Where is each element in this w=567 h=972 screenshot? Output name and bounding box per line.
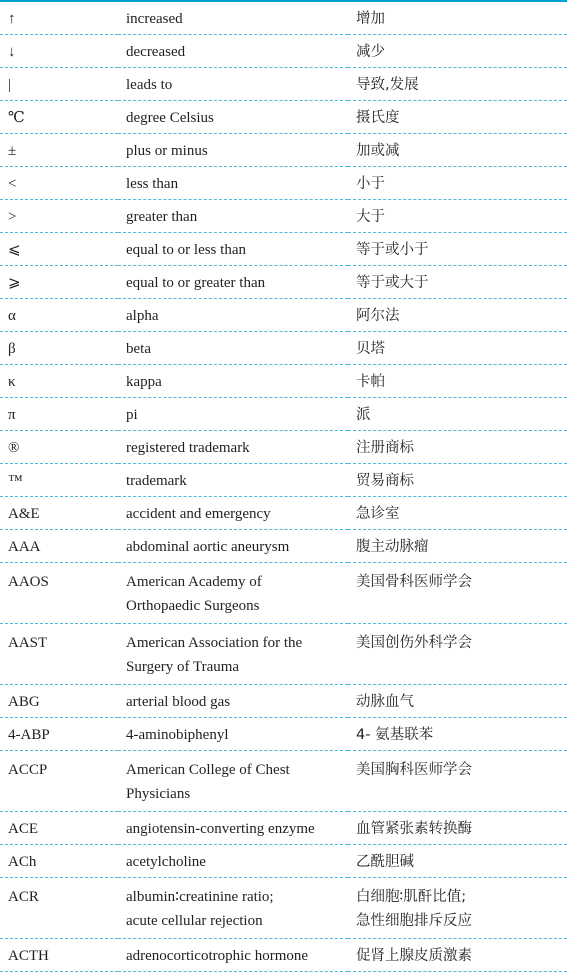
abbreviation-cell: β [0, 332, 118, 365]
english-term-line: kappa [126, 374, 162, 390]
table-row [0, 233, 567, 266]
english-term-line: less than [126, 176, 179, 192]
abbreviation-cell: π [0, 398, 118, 431]
english-term-line: pi [126, 407, 138, 423]
chinese-term-cell [348, 332, 567, 365]
table-row [0, 266, 567, 299]
english-term-cell [118, 431, 348, 464]
chinese-term-line: 动脉血气 [356, 694, 414, 710]
table-row [0, 299, 567, 332]
english-term-line: leads to [126, 77, 173, 93]
english-term-cell [118, 563, 348, 624]
chinese-term-line: 贸易商标 [356, 473, 414, 489]
abbreviation-cell: | [0, 68, 118, 101]
english-term-line: degree Celsius [126, 110, 214, 126]
chinese-term-line: 急性细胞排斥反应 [356, 913, 472, 929]
chinese-term-line: 腹主动脉瘤 [356, 539, 429, 555]
abbreviation-cell: ℃ [0, 101, 118, 134]
abbreviation-cell: > [0, 200, 118, 233]
english-term-line: Physicians [126, 786, 191, 802]
chinese-term-line: 卡帕 [356, 374, 385, 390]
chinese-term-cell [348, 751, 567, 812]
chinese-term-line: 导致,发展 [356, 77, 419, 93]
english-term-line: increased [126, 11, 183, 27]
abbreviation-cell: ↑ [0, 2, 118, 35]
abbreviation-cell: < [0, 167, 118, 200]
table-row [0, 35, 567, 68]
abbreviation-cell: α [0, 299, 118, 332]
english-term-cell [118, 266, 348, 299]
table-row [0, 464, 567, 497]
chinese-term-line: 注册商标 [356, 440, 414, 456]
abbreviation-cell: ACR [0, 878, 118, 939]
english-term-line: decreased [126, 44, 186, 60]
chinese-term-cell [348, 845, 567, 878]
english-term-line: accident and emergency [126, 506, 271, 522]
chinese-term-cell [348, 939, 567, 972]
english-term-cell [118, 530, 348, 563]
chinese-term-line: 乙酰胆碱 [356, 854, 414, 870]
english-term-cell [118, 624, 348, 685]
abbreviation-cell: ± [0, 134, 118, 167]
chinese-term-cell [348, 101, 567, 134]
table-row [0, 365, 567, 398]
abbreviation-cell: ™ [0, 464, 118, 497]
chinese-term-cell [348, 200, 567, 233]
english-term-line: equal to or greater than [126, 275, 266, 291]
chinese-term-cell [348, 563, 567, 624]
english-term-cell [118, 233, 348, 266]
english-term-cell [118, 685, 348, 718]
english-term-cell [118, 299, 348, 332]
english-term-cell [118, 365, 348, 398]
english-term-cell [118, 101, 348, 134]
english-term-cell [118, 68, 348, 101]
abbreviation-table [0, 2, 567, 972]
table-row [0, 751, 567, 812]
english-term-cell [118, 167, 348, 200]
chinese-term-cell [348, 497, 567, 530]
chinese-term-cell [348, 167, 567, 200]
table-row [0, 845, 567, 878]
table-row [0, 563, 567, 624]
english-term-cell [118, 497, 348, 530]
table-row [0, 718, 567, 751]
english-term-line: arterial blood gas [126, 694, 231, 710]
english-term-cell [118, 332, 348, 365]
abbreviation-cell: ACCP [0, 751, 118, 812]
table-row [0, 167, 567, 200]
abbreviation-cell: AAA [0, 530, 118, 563]
english-term-line: alpha [126, 308, 159, 324]
english-term-line: Surgery of Trauma [126, 659, 240, 675]
table-row [0, 431, 567, 464]
english-term-line: acetylcholine [126, 854, 206, 870]
chinese-term-line: 美国胸科医师学会 [356, 762, 472, 778]
chinese-term-line: 大于 [356, 209, 385, 225]
table-row [0, 2, 567, 35]
abbreviation-cell: ABG [0, 685, 118, 718]
english-term-line: beta [126, 341, 151, 357]
english-term-line: 4-aminobiphenyl [126, 727, 229, 743]
chinese-term-line: 促肾上腺皮质激素 [356, 948, 472, 964]
table-row [0, 332, 567, 365]
chinese-term-line: 阿尔法 [356, 308, 400, 324]
english-term-line: Orthopaedic Surgeons [126, 598, 260, 614]
table-row [0, 685, 567, 718]
chinese-term-line: 摄氏度 [356, 110, 400, 126]
abbreviation-cell: ACTH [0, 939, 118, 972]
english-term-cell [118, 398, 348, 431]
english-term-cell [118, 35, 348, 68]
abbreviation-table-body [0, 2, 567, 972]
english-term-cell [118, 134, 348, 167]
abbreviation-cell: AAOS [0, 563, 118, 624]
table-row [0, 624, 567, 685]
chinese-term-line: 急诊室 [356, 506, 400, 522]
chinese-term-cell [348, 878, 567, 939]
abbreviation-cell: AAST [0, 624, 118, 685]
table-row [0, 134, 567, 167]
abbreviation-cell: ACE [0, 812, 118, 845]
chinese-term-line: 血管紧张素转换酶 [356, 821, 472, 837]
chinese-term-line: 减少 [356, 44, 385, 60]
chinese-term-cell [348, 365, 567, 398]
chinese-term-line: 派 [356, 407, 371, 423]
chinese-term-cell [348, 134, 567, 167]
table-row [0, 398, 567, 431]
table-row [0, 497, 567, 530]
table-row [0, 68, 567, 101]
english-term-cell [118, 845, 348, 878]
chinese-term-cell [348, 530, 567, 563]
abbreviation-cell: κ [0, 365, 118, 398]
table-row [0, 530, 567, 563]
english-term-line: angiotensin-converting enzyme [126, 821, 315, 837]
abbreviation-cell: ® [0, 431, 118, 464]
chinese-term-line: 美国骨科医师学会 [356, 574, 472, 590]
english-term-cell [118, 718, 348, 751]
english-term-line: trademark [126, 473, 187, 489]
english-term-line: adrenocorticotrophic hormone [126, 948, 309, 964]
table-row [0, 101, 567, 134]
english-term-line: American College of Chest [126, 762, 290, 778]
english-term-cell [118, 464, 348, 497]
chinese-term-cell [348, 431, 567, 464]
english-term-cell [118, 939, 348, 972]
english-term-cell [118, 751, 348, 812]
english-term-line: acute cellular rejection [126, 913, 263, 929]
chinese-term-cell [348, 2, 567, 35]
chinese-term-line: 等于或小于 [356, 242, 429, 258]
table-row [0, 939, 567, 972]
abbreviation-cell: A&E [0, 497, 118, 530]
chinese-term-cell [348, 266, 567, 299]
chinese-term-cell [348, 624, 567, 685]
chinese-term-line: 4- 氨基联苯 [356, 727, 434, 743]
english-term-line: American Academy of [126, 574, 262, 590]
english-term-line: abdominal aortic aneurysm [126, 539, 290, 555]
english-term-line: equal to or less than [126, 242, 246, 258]
english-term-cell [118, 200, 348, 233]
english-term-cell [118, 2, 348, 35]
abbreviation-cell: 4-ABP [0, 718, 118, 751]
english-term-line: greater than [126, 209, 198, 225]
english-term-line: American Association for the [126, 635, 303, 651]
chinese-term-line: 小于 [356, 176, 385, 192]
english-term-line: registered trademark [126, 440, 250, 456]
abbreviation-cell: ⩽ [0, 233, 118, 266]
chinese-term-cell [348, 68, 567, 101]
chinese-term-line: 美国创伤外科学会 [356, 635, 472, 651]
english-term-line: plus or minus [126, 143, 208, 159]
chinese-term-cell [348, 464, 567, 497]
abbreviation-cell: ACh [0, 845, 118, 878]
chinese-term-cell [348, 812, 567, 845]
abbreviation-cell: ↓ [0, 35, 118, 68]
chinese-term-line: 增加 [356, 11, 385, 27]
table-row [0, 200, 567, 233]
chinese-term-cell [348, 718, 567, 751]
chinese-term-cell [348, 685, 567, 718]
english-term-cell [118, 812, 348, 845]
chinese-term-cell [348, 299, 567, 332]
chinese-term-cell [348, 398, 567, 431]
abbreviation-cell: ⩾ [0, 266, 118, 299]
english-term-line: albumin∶creatinine ratio; [126, 889, 274, 905]
table-row [0, 878, 567, 939]
table-row [0, 812, 567, 845]
english-term-cell [118, 878, 348, 939]
chinese-term-cell [348, 35, 567, 68]
chinese-term-line: 白细胞∶肌酐比值; [356, 889, 467, 905]
chinese-term-line: 加或减 [356, 143, 400, 159]
chinese-term-line: 等于或大于 [356, 275, 429, 291]
chinese-term-line: 贝塔 [356, 341, 385, 357]
chinese-term-cell [348, 233, 567, 266]
